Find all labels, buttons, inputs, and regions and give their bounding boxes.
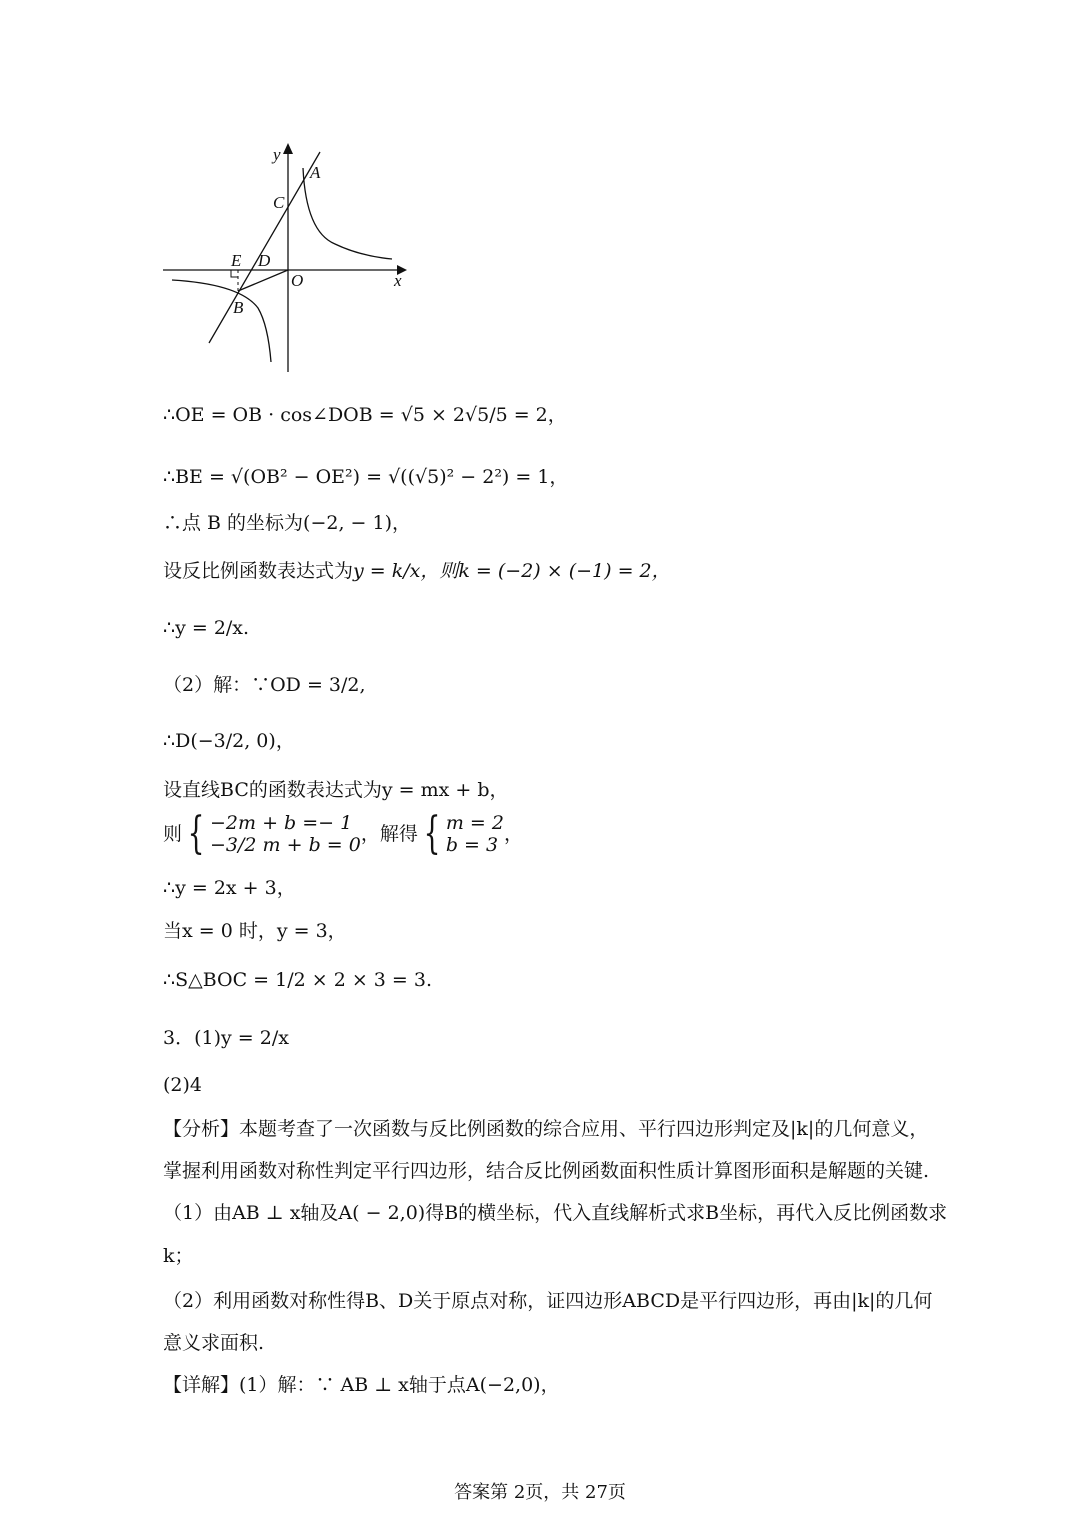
line-system: 则 { −2m + b =− 1 −3/2 m + b = 0 ，解得 { m = 2 b = 3 ， [163, 808, 523, 859]
line-area: ∴S△BOC = 1/2 × 2 × 3 = 3. [163, 969, 433, 991]
line-analysis-4: k； [163, 1245, 194, 1267]
line-inverse-eq: y = k/x，则k = (−2) × (−1) = 2， [353, 560, 671, 582]
line-bc-expr: 设直线BC的函数表达式为y = mx + b， [163, 779, 509, 801]
line-y-result: ∴y = 2/x. [163, 617, 250, 639]
system-equations [210, 812, 361, 856]
line-b-coord: ∴点 B 的坐标为(−2, − 1)， [163, 512, 412, 534]
label-e: E [231, 251, 242, 270]
system-eq1: −2m + b =− 1 [210, 812, 353, 834]
solution-b: b = 3 [445, 834, 499, 856]
right-angle-mark [231, 270, 238, 277]
label-c: C [273, 193, 285, 212]
line-part2: （2）解：∵OD = 3/2, [163, 674, 366, 696]
line-analysis-1: 【分析】本题考查了一次函数与反比例函数的综合应用、平行四边形判定及|k|的几何意义， [163, 1118, 929, 1140]
label-b: B [233, 298, 244, 317]
system-eq2: −3/2 m + b = 0 [210, 834, 361, 856]
label-y: y [273, 145, 281, 164]
label-a: A [310, 163, 321, 182]
line-x-zero: 当x = 0 时，y = 3， [163, 920, 347, 942]
line-inverse-pre: 设反比例函数表达式为 [163, 560, 354, 582]
system-solution [446, 812, 504, 856]
line-analysis-6: 意义求面积. [163, 1332, 265, 1354]
line-oe: ∴OE = OB · cos∠DOB = √5 × 2√5/5 = 2， [163, 404, 567, 426]
label-o: O [291, 271, 304, 290]
system-mid: ，解得 [360, 823, 418, 845]
coordinate-figure [150, 135, 420, 380]
line-d-coord: ∴D(−3/2, 0)， [163, 730, 295, 752]
line-be: ∴BE = √(OB² − OE²) = √((√5)² − 2²) = 1， [163, 466, 569, 488]
line-detail: 【详解】(1）解：∵ AB ⊥ x轴于点A(−2,0)， [163, 1374, 560, 1396]
line-analysis-5: （2）利用函数对称性得B、D关于原点对称，证四边形ABCD是平行四边形，再由|k|的几何 [163, 1290, 933, 1312]
solution-m: m = 2 [445, 812, 504, 834]
label-d: D [258, 251, 271, 270]
page-footer: 答案第 2页，共 27页 [454, 1482, 626, 1503]
line-inverse-func [163, 558, 671, 584]
line-y-equation: ∴y = 2x + 3， [163, 877, 296, 899]
line-answer-3-1: 3．(1)y = 2/x [163, 1027, 289, 1049]
line-answer-3-2: (2)4 [163, 1074, 203, 1096]
label-x: x [394, 271, 402, 290]
y-axis-arrow [283, 143, 293, 154]
line-analysis-3: （1）由AB ⊥ x轴及A( − 2,0)得B的横坐标，代入直线解析式求B坐标，再代入反比例函数求 [163, 1202, 948, 1224]
line-analysis-2: 掌握利用函数对称性判定平行四边形，结合反比例函数面积性质计算图形面积是解题的关键. [163, 1160, 930, 1182]
